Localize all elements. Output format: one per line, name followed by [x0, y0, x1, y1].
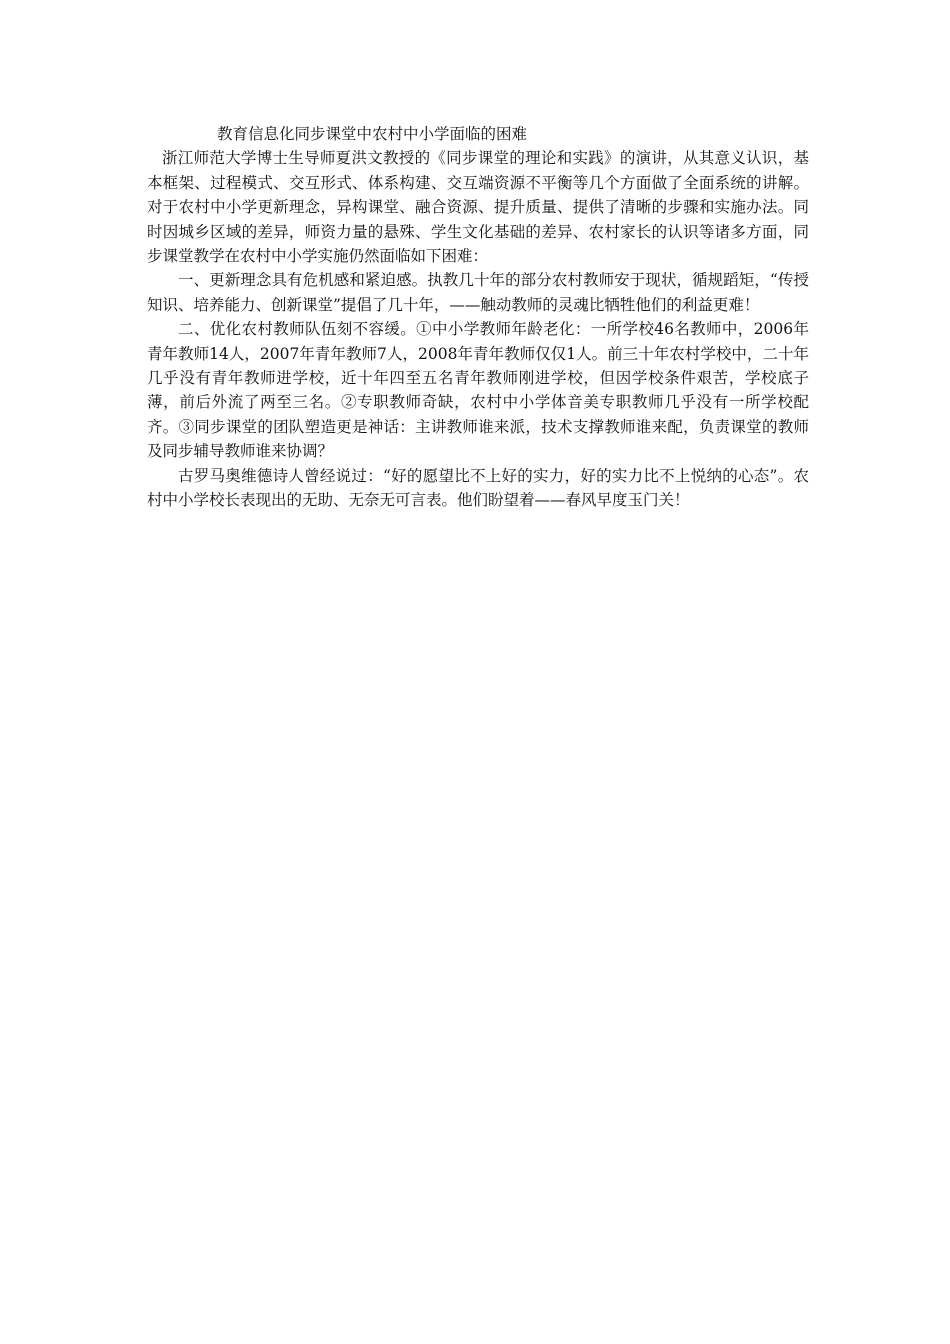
- document-title: 教育信息化同步课堂中农村中小学面临的困难: [217, 125, 528, 143]
- paragraph-point-one: 一、更新理念具有危机感和紧迫感。执教几十年的部分农村教师安于现状，循规蹈矩，“传授知识、培养能力、创新课堂”提倡了几十年，——触动教师的灵魂比牺牲他们的利益更难！: [147, 271, 809, 314]
- paragraph-conclusion: 古罗马奥维德诗人曾经说过：“好的愿望比不上好的实力，好的实力比不上悦纳的心态”。农村中小学校长表现出的无助、无奈无可言表。他们盼望着——春风早度玉门关！: [147, 466, 809, 510]
- paragraph-point-two: 二、优化农村教师队伍刻不容缓。①中小学教师年龄老化：一所学校46名教师中，2006年青年教师14人，2007年青年教师7人，2008年青年教师仅仅1人。前三十年农村学校中，二十年几乎没有青年教师进学校，近十年四至五名青年教师刚进学校，但因学校条件艰苦，学校底子薄，前后外流了两至三名。②专职教师奇缺，农村中小学体音美专职教师几乎没有一所学校配齐。③同步课堂的团队塑造更是神话：主讲教师谁来派，技术支撑教师谁来配，负责课堂的教师及同步辅导教师谁来协调？: [147, 320, 809, 461]
- document-body: [147, 122, 809, 513]
- paragraph-intro: 浙江师范大学博士生导师夏洪文教授的《同步课堂的理论和实践》的演讲，从其意义认识，基本框架、过程模式、交互形式、体系构建、交互端资源不平衡等几个方面做了全面系统的讲解。对于农村中小学更新理念，异构课堂、融合资源、提升质量、提供了清晰的步骤和实施办法。同时因城乡区域的差异，师资力量的悬殊、学生文化基础的差异、农村家长的认识等诸多方面，同步课堂教学在农村中小学实施仍然面临如下困难：: [147, 149, 809, 266]
